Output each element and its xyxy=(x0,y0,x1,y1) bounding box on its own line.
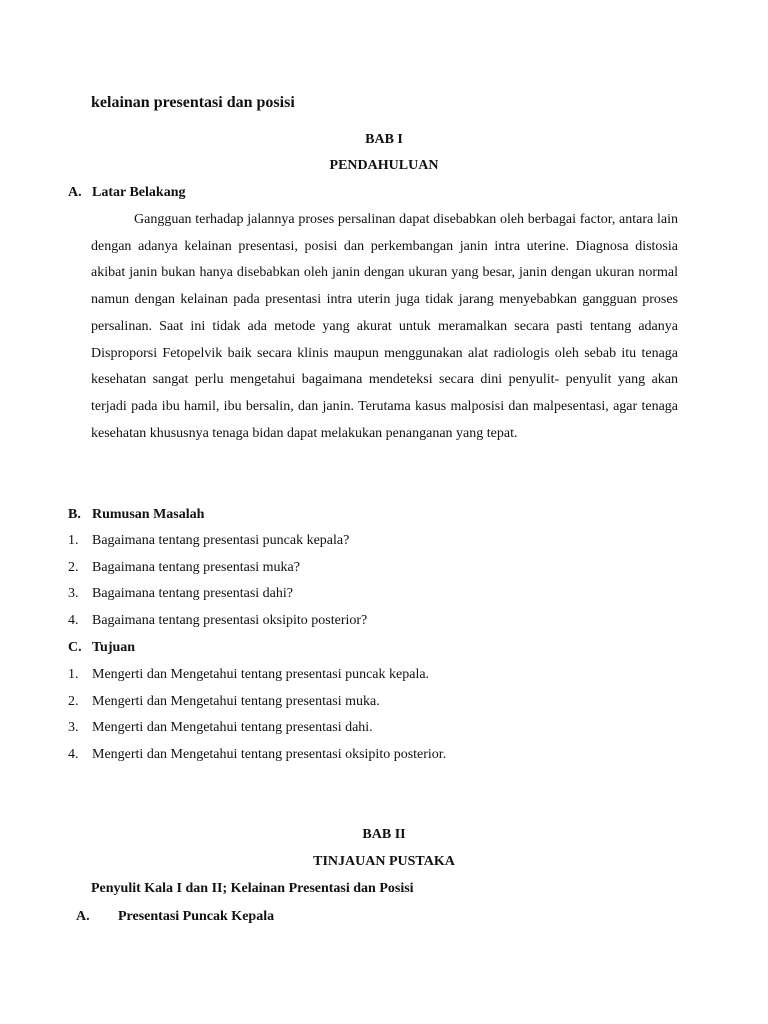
list-number: 1. xyxy=(68,667,79,682)
list-text: Bagaimana tentang presentasi dahi? xyxy=(92,586,293,602)
list-item xyxy=(68,742,446,769)
list-item xyxy=(68,555,367,582)
section-c-heading xyxy=(68,639,135,657)
list-number: 1. xyxy=(68,533,79,548)
list-item xyxy=(68,608,367,635)
list-text: Mengerti dan Mengetahui tentang presentasi muka. xyxy=(92,693,380,709)
section-b-title: Rumusan Masalah xyxy=(92,507,205,522)
chapter-2-title: TINJAUAN PUSTAKA xyxy=(313,854,455,869)
list-number: 4. xyxy=(68,612,79,628)
section-a-letter: A. xyxy=(68,185,82,200)
list-text: Mengerti dan Mengetahui tentang presentasi dahi. xyxy=(92,720,373,736)
list-number: 3. xyxy=(68,720,79,736)
document-title: kelainan presentasi dan posisi xyxy=(91,94,295,111)
section-a-heading xyxy=(68,184,185,202)
list-number: 3. xyxy=(68,586,79,602)
list-item xyxy=(68,528,367,555)
list-text: Bagaimana tentang presentasi puncak kepala? xyxy=(92,533,350,548)
list-text: Mengerti dan Mengetahui tentang presentasi puncak kepala. xyxy=(92,667,430,682)
list-text: Bagaimana tentang presentasi muka? xyxy=(92,559,300,575)
background-paragraph-text: Gangguan terhadap jalannya proses persalinan dapat disebabkan oleh berbagai factor, antara lain dengan adanya kelainan presentasi, posisi dan perkembangan janin intra uterine. Diagnosa distosia akibat janin bukan hanya disebabkan oleh janin dengan ukuran yang besar, janin dengan ukuran normal namun dengan kelainan pada presentasi intra uterin juga tidak jarang menyebabkan gangguan proses persalinan. Saat ini tidak ada metode yang akurat untuk meramalkan secara pasti tentang adanya Disproporsi Fetopelvik baik secara klinis maupun menggunakan alat radiologis oleh sebab itu tenaga kesehatan sangat perlu mengetahui bagaimana mendeteksi secara dini penyulit- penyulit yang akan terjadi pada ibu hamil, ibu bersalin, dan janin. Terutama kasus malposisi dan malpesentasi, agar tenaga kesehatan khususnya tenaga bidan dapat melakukan penanganan yang tepat. xyxy=(91,212,678,441)
list-text: Mengerti dan Mengetahui tentang presentasi oksipito posterior. xyxy=(92,746,447,762)
objective-list xyxy=(68,662,446,768)
problem-list xyxy=(68,528,367,634)
list-item xyxy=(68,581,367,608)
section-b-letter: B. xyxy=(68,507,81,522)
background-paragraph xyxy=(91,207,678,447)
section-b-heading xyxy=(68,506,204,524)
list-item xyxy=(68,689,446,716)
chapter-2-section-a-title: Presentasi Puncak Kepala xyxy=(118,909,275,924)
chapter-2-section-a-letter: A. xyxy=(76,909,90,924)
chapter-1-title: PENDAHULUAN xyxy=(329,158,439,173)
chapter-1-label: BAB I xyxy=(365,132,403,147)
list-number: 2. xyxy=(68,693,79,709)
list-number: 2. xyxy=(68,559,79,575)
section-a-title: Latar Belakang xyxy=(92,185,186,200)
section-c-letter: C. xyxy=(68,640,82,655)
chapter-2-subtitle: Penyulit Kala I dan II; Kelainan Presentasi dan Posisi xyxy=(91,881,414,896)
section-c-title: Tujuan xyxy=(92,640,136,655)
chapter-2-section-a-heading xyxy=(76,908,274,926)
list-item xyxy=(68,715,446,742)
list-text: Bagaimana tentang presentasi oksipito posterior? xyxy=(92,612,368,628)
chapter-2-label: BAB II xyxy=(362,827,406,842)
list-item xyxy=(68,662,446,689)
list-number: 4. xyxy=(68,746,79,762)
